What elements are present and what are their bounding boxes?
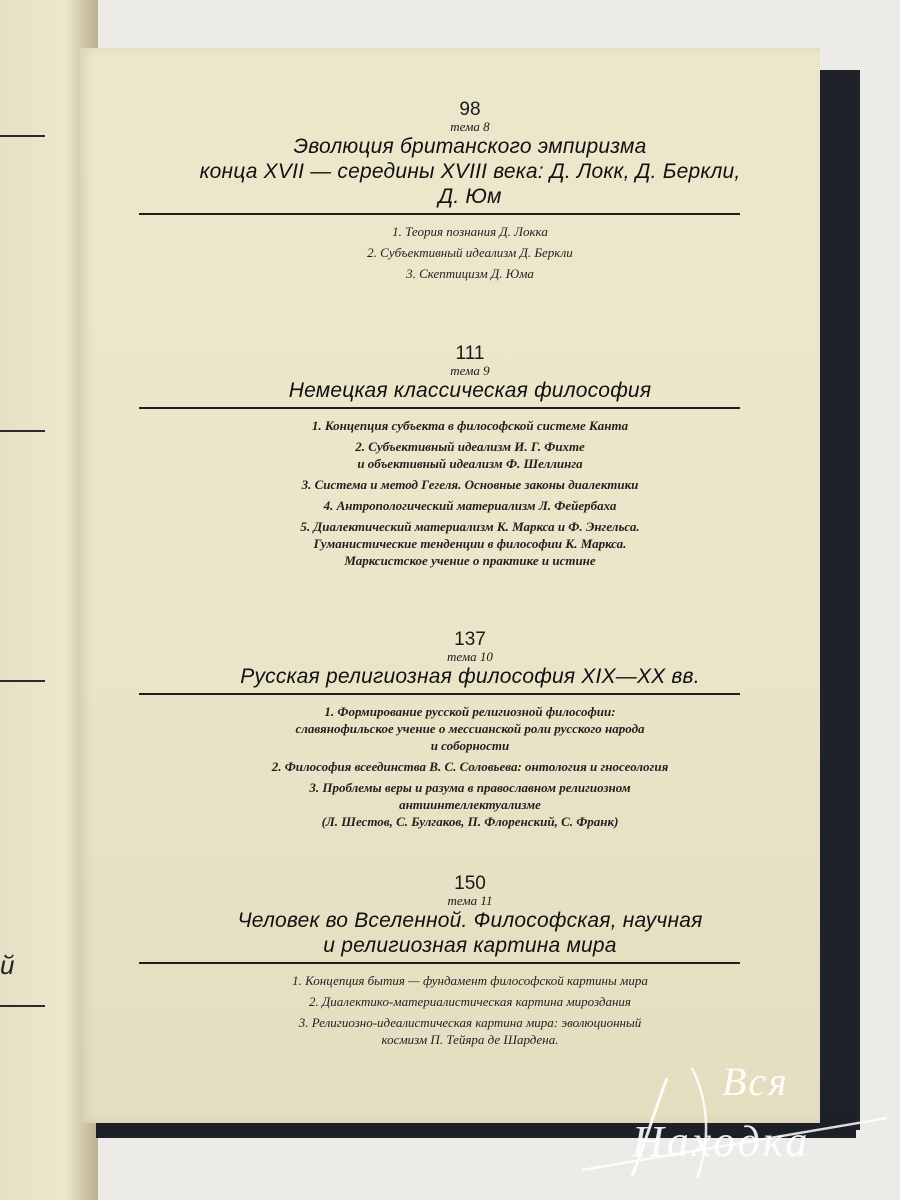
section-item: 1. Концепция бытия — фундамент философской картины мира <box>292 972 648 988</box>
toc-section <box>80 874 820 1052</box>
section-title <box>80 378 820 403</box>
section-item: 1. Формирование русской религиозной философии: славянофильское учение о мессианской роли русского народа и соборности <box>295 703 645 753</box>
section-item: 2. Субъективный идеализм И. Г. Фихте и объективный идеализм Ф. Шеллинга <box>355 438 585 471</box>
left-page-rule <box>0 1005 45 1007</box>
left-page-rule <box>0 430 45 432</box>
watermark-line: Находка <box>632 1117 811 1166</box>
section-items <box>80 703 820 830</box>
section-item: 3. Религиозно-идеалистическая картина мира: эволюционный космизм П. Тейяра де Шардена. <box>298 1014 642 1047</box>
section-item: 2. Субъективный идеализм Д. Беркли <box>367 244 573 260</box>
contents-page <box>80 48 820 1123</box>
section-items <box>80 223 820 282</box>
section-item: 3. Скептицизм Д. Юма <box>406 265 534 281</box>
watermark-logo <box>572 1058 892 1188</box>
section-rule <box>139 213 740 215</box>
section-title <box>80 664 820 689</box>
toc-section <box>80 630 820 834</box>
title-line: и религиозная картина мира <box>323 934 617 957</box>
section-item: 4. Антропологический материализм Л. Фейербаха <box>323 497 617 513</box>
section-items <box>80 417 820 569</box>
watermark-line: Вся <box>722 1059 789 1104</box>
section-item: 1. Теория познания Д. Локка <box>392 223 548 239</box>
title-line: Человек во Вселенной. Философская, научная <box>237 909 703 932</box>
left-page-glyph: й <box>0 950 15 980</box>
title-line: Эволюция британского эмпиризма <box>293 135 647 158</box>
title-line: Немецкая классическая философия <box>288 379 652 402</box>
page-number: 137 <box>454 629 486 650</box>
toc-section <box>80 344 820 573</box>
section-item: 3. Система и метод Гегеля. Основные законы диалектики <box>301 476 639 492</box>
page-number: 150 <box>454 873 486 894</box>
section-title <box>80 908 820 958</box>
section-items <box>80 972 820 1048</box>
section-item: 5. Диалектический материализм К. Маркса и Ф. Энгельса. Гуманистические тенденции в философии К. Маркса. Марксистское учение о практике и истине <box>300 518 640 568</box>
topic-label: тема 11 <box>447 893 493 908</box>
toc-section <box>80 100 820 286</box>
title-line: Русская религиозная философия XIX—XX вв. <box>240 665 700 688</box>
book-cover-edge <box>815 70 860 1130</box>
section-rule <box>139 693 740 695</box>
section-title <box>80 134 820 209</box>
topic-label: тема 10 <box>447 649 493 664</box>
section-item: 2. Диалектико-материалистическая картина мироздания <box>309 993 631 1009</box>
section-rule <box>139 407 740 409</box>
section-item: 1. Концепция субъекта в философской системе Канта <box>311 417 629 433</box>
left-page-rule <box>0 680 45 682</box>
title-line: конца XVII — середины XVIII века: Д. Локк, Д. Беркли, <box>199 160 741 183</box>
section-item: 3. Проблемы веры и разума в православном религиозном антиинтеллектуализме (Л. Шестов, С. Булгаков, П. Флоренский, С. Франк) <box>309 779 631 829</box>
page-number: 111 <box>455 343 485 364</box>
topic-label: тема 8 <box>450 119 490 134</box>
title-line: Д. Юм <box>438 185 502 208</box>
section-rule <box>139 962 740 964</box>
section-item: 2. Философия всеединства В. С. Соловьева: онтология и гносеология <box>271 758 669 774</box>
topic-label: тема 9 <box>450 363 490 378</box>
left-page-rule <box>0 135 45 137</box>
page-number: 98 <box>459 99 481 120</box>
